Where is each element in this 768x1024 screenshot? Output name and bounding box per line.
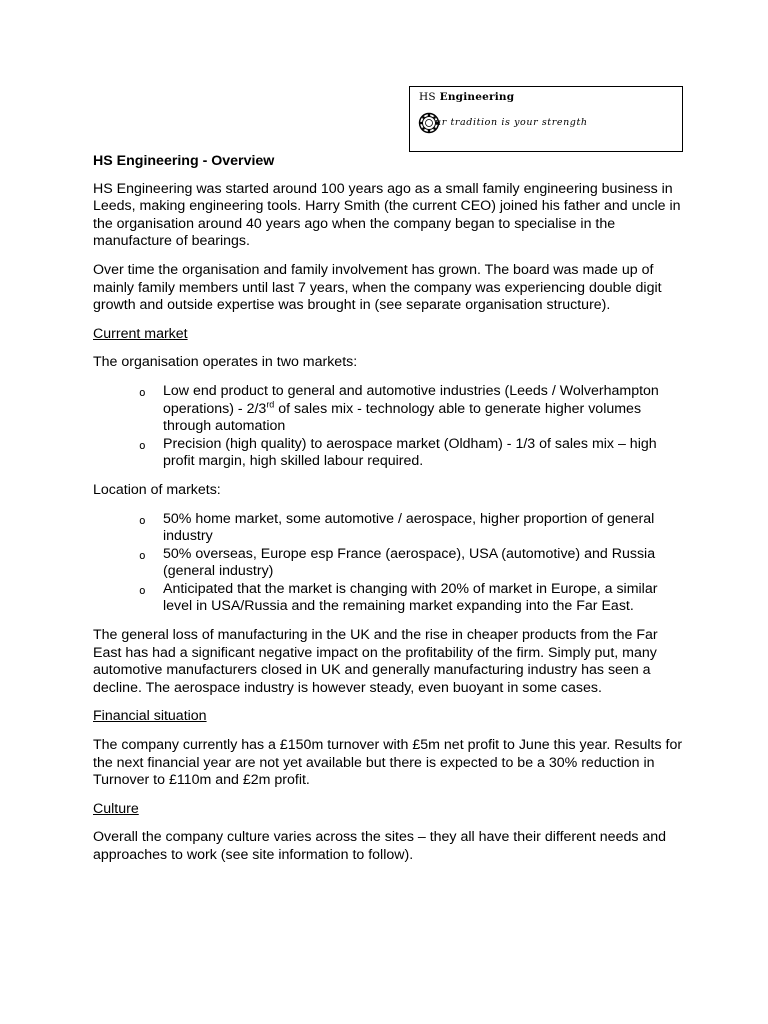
list-item bbox=[139, 545, 683, 581]
list-item bbox=[139, 510, 683, 546]
intro-paragraph-1: HS Engineering was started around 100 years ago as a small family engineering business in Leeds, making engineering tools. Harry Smith (the current CEO) joined his father and uncle in the organisation around 40 years ago when the company began to specialise in the manufacture of bearings. bbox=[93, 180, 681, 250]
culture-heading: Culture bbox=[93, 800, 139, 817]
location-item-1-text: 50% home market, some automotive / aerospace, higher proportion of general industry bbox=[163, 510, 655, 545]
current-market-list bbox=[93, 383, 683, 471]
bullet-marker: o bbox=[139, 583, 146, 597]
logo-company-name bbox=[419, 91, 514, 103]
current-market-heading: Current market bbox=[93, 325, 188, 342]
bullet-marker: o bbox=[139, 438, 146, 452]
location-lead: Location of markets: bbox=[93, 481, 221, 498]
financial-heading: Financial situation bbox=[93, 708, 207, 725]
logo-prefix: HS bbox=[419, 91, 436, 103]
intro-paragraph-2: Over time the organisation and family involvement has grown. The board was made up of mainly family members until last 7 years, when the company was experiencing double digit growth and outside expertise was brought in (see separate organisation structure). bbox=[93, 261, 662, 314]
logo-name: Engineering bbox=[439, 91, 515, 103]
list-item bbox=[139, 580, 683, 616]
logo-tagline: ur tradition is your strength bbox=[435, 117, 588, 128]
location-item-2-text: 50% overseas, Europe esp France (aerospace), USA (automotive) and Russia (general industry) bbox=[163, 545, 656, 580]
market-item-2-text: Precision (high quality) to aerospace market (Oldham) - 1/3 of sales mix – high profit margin, high skilled labour required. bbox=[163, 435, 657, 470]
list-item bbox=[139, 382, 683, 436]
list-item bbox=[139, 435, 683, 471]
location-item-3-text: Anticipated that the market is changing with 20% of market in Europe, a similar level in USA/Russia and the remaining market expanding into the Far East. bbox=[163, 580, 658, 615]
market-item-1-text-cont: of sales mix - technology able to generate higher volumes through automation bbox=[163, 400, 642, 435]
manufacturing-loss-paragraph: The general loss of manufacturing in the UK and the rise in cheaper products from the Far East has had a significant negative impact on the profitability of the firm. Simply put, many automotive manufacturers closed in UK and generally manufacturing industry has seen a decline. The aerospace industry is however steady, even buoyant in some cases. bbox=[93, 627, 658, 696]
document-title: HS Engineering - Overview bbox=[93, 153, 275, 169]
market-item-1-text: Low end product to general and automotive industries (Leeds / Wolverhampton operations) - 2/3 bbox=[163, 382, 659, 417]
company-logo-box bbox=[409, 86, 683, 152]
bullet-marker: o bbox=[139, 513, 146, 527]
ordinal-superscript: rd bbox=[266, 398, 275, 409]
bullet-marker: o bbox=[139, 548, 146, 562]
culture-paragraph: Overall the company culture varies across the sites – they all have their different needs and approaches to work (see site information to follow). bbox=[93, 829, 667, 863]
document-body bbox=[93, 153, 683, 876]
bullet-marker: o bbox=[139, 385, 146, 399]
current-market-lead: The organisation operates in two markets: bbox=[93, 354, 358, 371]
financial-paragraph: The company currently has a £150m turnover with £5m net profit to June this year. Results for the next financial year are not yet available but there is expected to be a 30% reduction in Turnover to £110m and £2m profit. bbox=[93, 737, 683, 789]
location-list bbox=[93, 511, 683, 617]
